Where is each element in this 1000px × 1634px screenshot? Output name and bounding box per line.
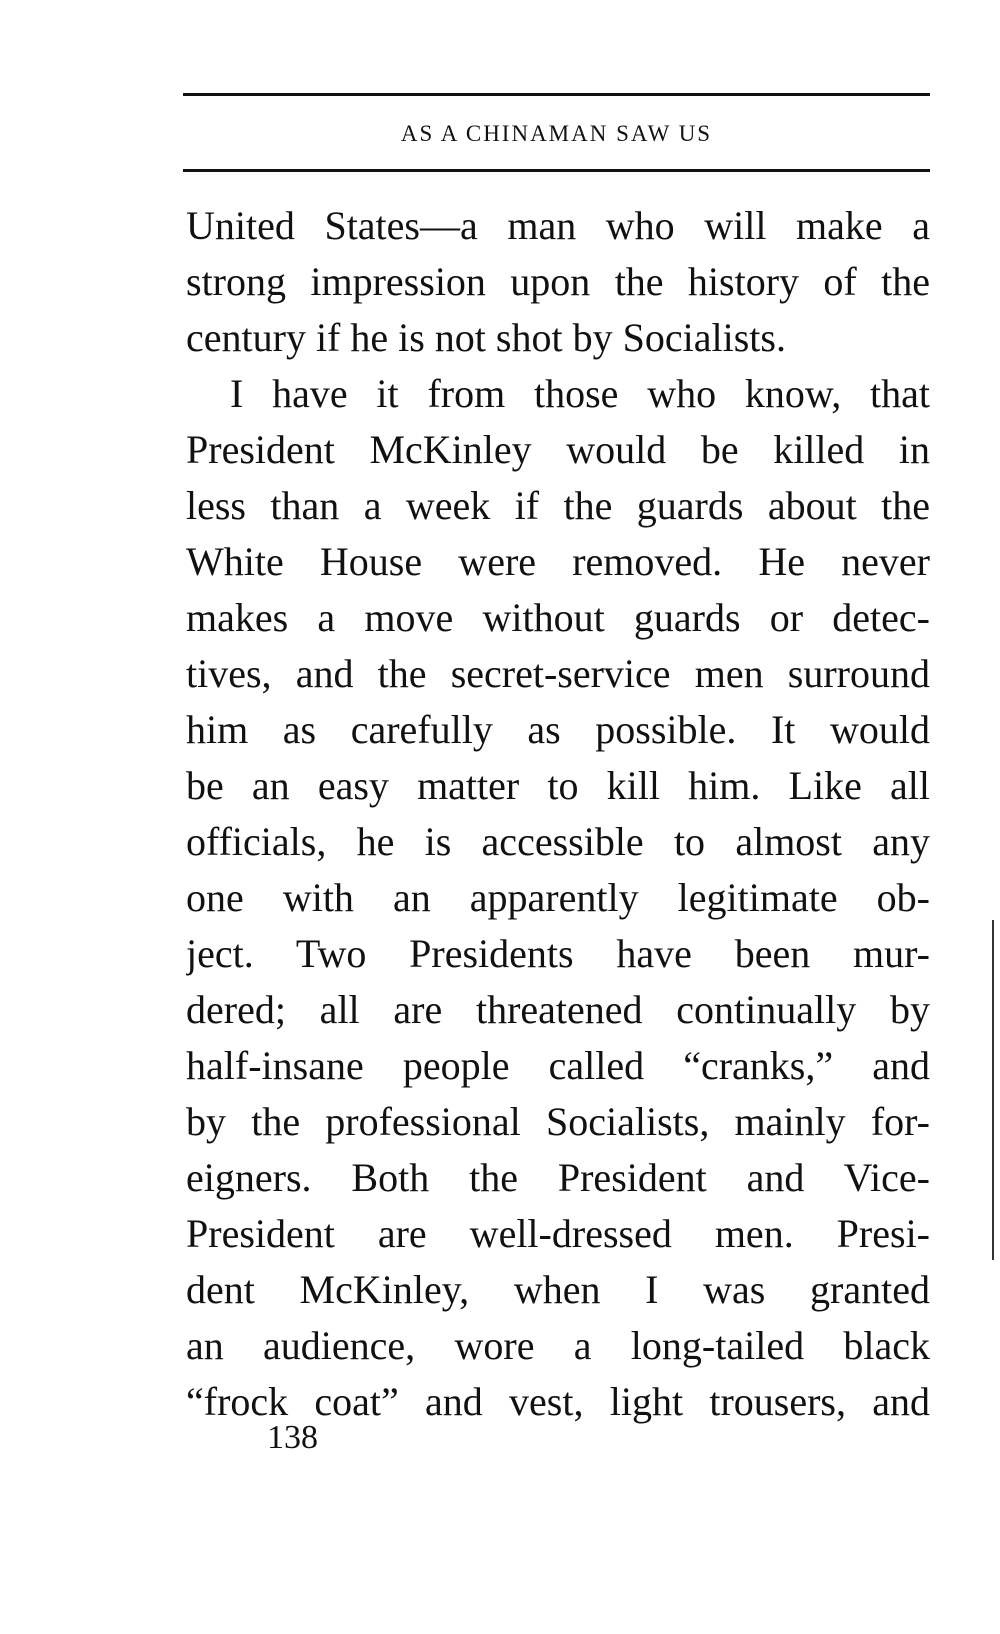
scan-margin-mark	[992, 920, 994, 1260]
text-line: President McKinley would be killed in	[186, 427, 930, 472]
text-line: him as carefully as possible. It would	[186, 707, 930, 752]
body-text	[186, 198, 930, 1430]
text-line: United States—a man who will make a	[186, 203, 930, 248]
text-line: less than a week if the guards about the	[186, 483, 930, 528]
text-line: be an easy matter to kill him. Like all	[186, 763, 930, 808]
text-line: ject. Two Presidents have been mur-	[186, 931, 930, 976]
text-line: “frock coat” and vest, light trousers, and	[186, 1379, 930, 1424]
top-rule	[183, 93, 930, 96]
text-line: President are well-dressed men. Presi-	[186, 1211, 930, 1256]
text-line: half-insane people called “cranks,” and	[186, 1043, 930, 1088]
text-line: dered; all are threatened continually by	[186, 987, 930, 1032]
text-line: century if he is not shot by Socialists.	[186, 315, 786, 360]
text-line: an audience, wore a long-tailed black	[186, 1323, 930, 1368]
running-head: AS A CHINAMAN SAW US	[400, 121, 713, 146]
text-line: strong impression upon the history of the	[186, 259, 930, 304]
text-line: by the professional Socialists, mainly for-	[186, 1099, 930, 1144]
text-line: dent McKinley, when I was granted	[186, 1267, 930, 1312]
text-line: I have it from those who know, that	[230, 371, 930, 416]
text-line: one with an apparently legitimate ob-	[186, 875, 930, 920]
text-line: makes a move without guards or detec-	[186, 595, 930, 640]
page-number: 138	[267, 1419, 318, 1456]
text-line: White House were removed. He never	[186, 539, 930, 584]
text-line: officials, he is accessible to almost any	[186, 819, 930, 864]
bottom-rule	[183, 169, 930, 172]
text-line: tives, and the secret-service men surround	[186, 651, 930, 696]
text-line: eigners. Both the President and Vice-	[186, 1155, 930, 1200]
